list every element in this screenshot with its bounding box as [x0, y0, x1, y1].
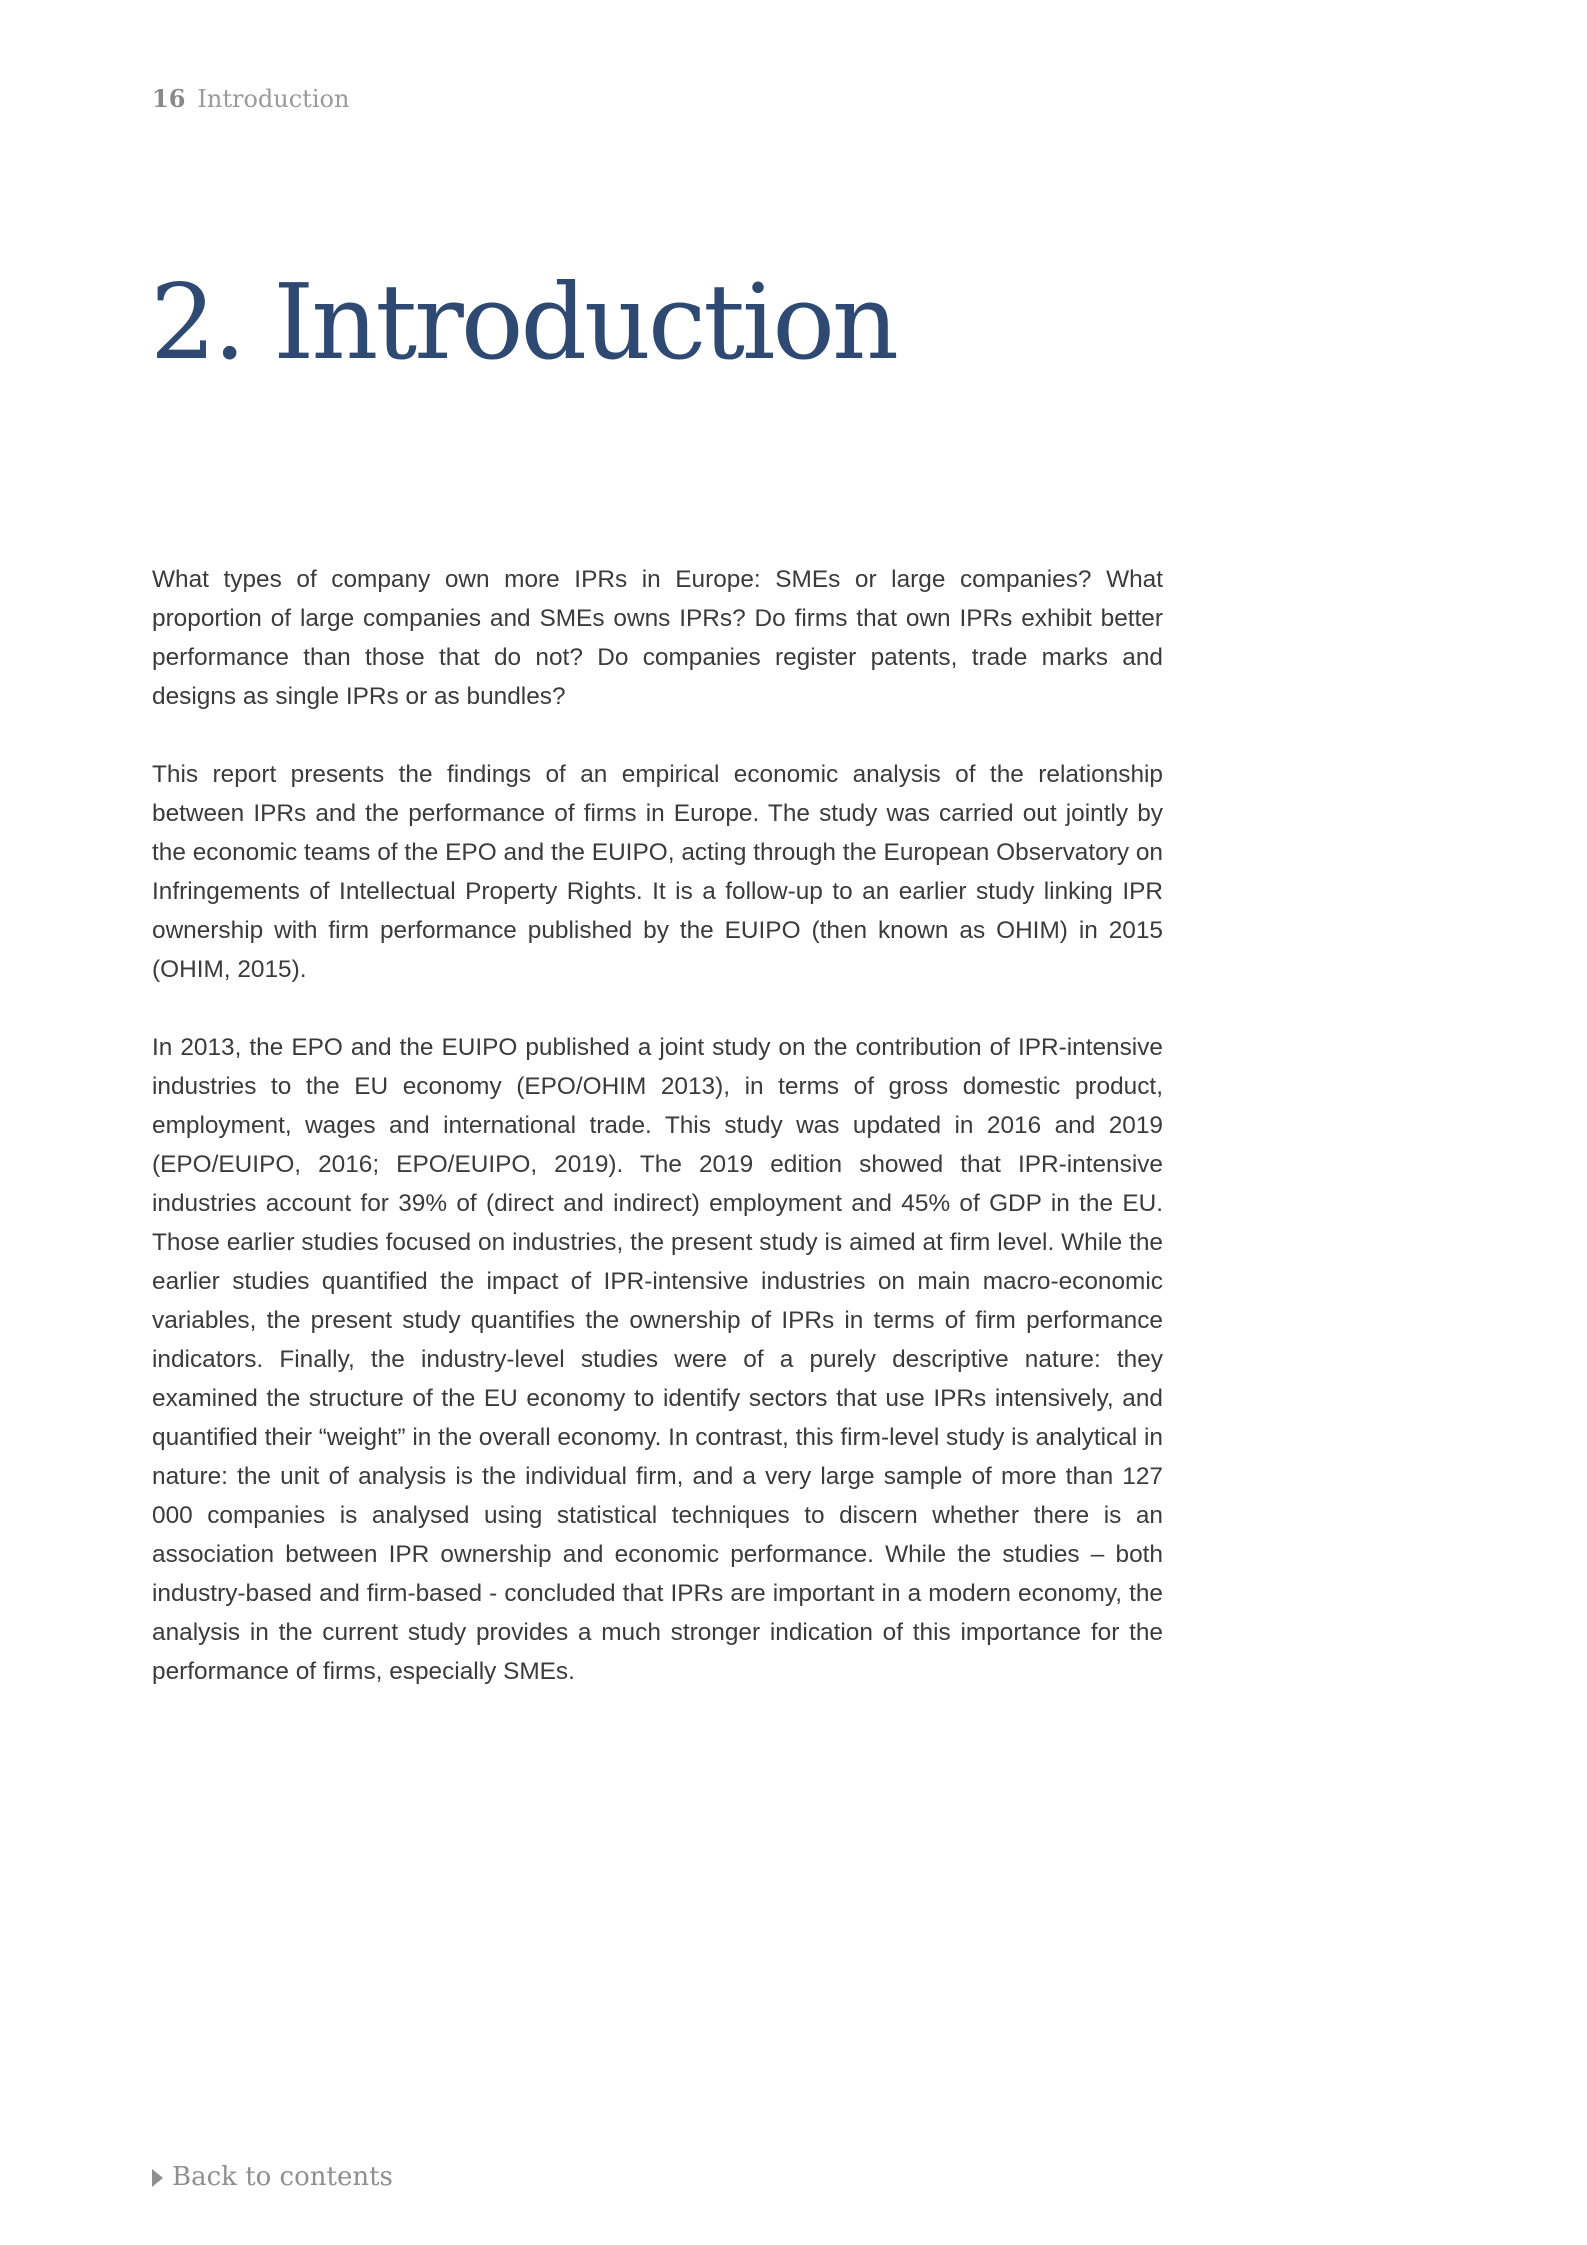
- triangle-right-icon: [152, 2169, 163, 2187]
- page-number: 16: [152, 84, 186, 113]
- paragraph: This report presents the findings of an empirical economic analysis of the relationship between IPRs and the performance of firms in Europe. The study was carried out jointly by the economic teams of the EPO and the EUIPO, acting through the European Observatory on Infringements of Intellectual Property Rights. It is a follow-up to an earlier study linking IPR ownership with firm performance published by the EUIPO (then known as OHIM) in 2015 (OHIM, 2015).: [152, 761, 1163, 983]
- running-header-section: Introduction: [197, 85, 350, 113]
- running-header: [152, 84, 349, 113]
- paragraph: What types of company own more IPRs in Europe: SMEs or large companies? What proportion of large companies and SMEs owns IPRs? Do firms that own IPRs exhibit better performance than those that do not? Do companies register patents, trade marks and designs as single IPRs or as bundles?: [152, 566, 1163, 710]
- back-to-contents-label: Back to contents: [172, 2162, 393, 2192]
- page-title: 2. Introduction: [150, 261, 896, 383]
- body-text: [152, 560, 1163, 1730]
- back-to-contents-link[interactable]: [152, 2162, 393, 2192]
- paragraph: In 2013, the EPO and the EUIPO published a joint study on the contribution of IPR-intensive industries to the EU economy (EPO/OHIM 2013), in terms of gross domestic product, employment, wages and international trade. This study was updated in 2016 and 2019 (EPO/EUIPO, 2016; EPO/EUIPO, 2019). The 2019 edition showed that IPR-intensive industries account for 39% of (direct and indirect) employment and 45% of GDP in the EU. Those earlier studies focused on industries, the present study is aimed at firm level. While the earlier studies quantified the impact of IPR-intensive industries on main macro-economic variables, the present study quantifies the ownership of IPRs in terms of firm performance indicators. Finally, the industry-level studies were of a purely descriptive nature: they examined the structure of the EU economy to identify sectors that use IPRs intensively, and quantified their “weight” in the overall economy. In contrast, this firm-level study is analytical in nature: the unit of analysis is the individual firm, and a very large sample of more than 127 000 companies is analysed using statistical techniques to discern whether there is an association between IPR ownership and economic performance. While the studies – both industry-based and firm-based - concluded that IPRs are important in a modern economy, the analysis in the current study provides a much stronger indication of this importance for the performance of firms, especially SMEs.: [152, 1034, 1163, 1685]
